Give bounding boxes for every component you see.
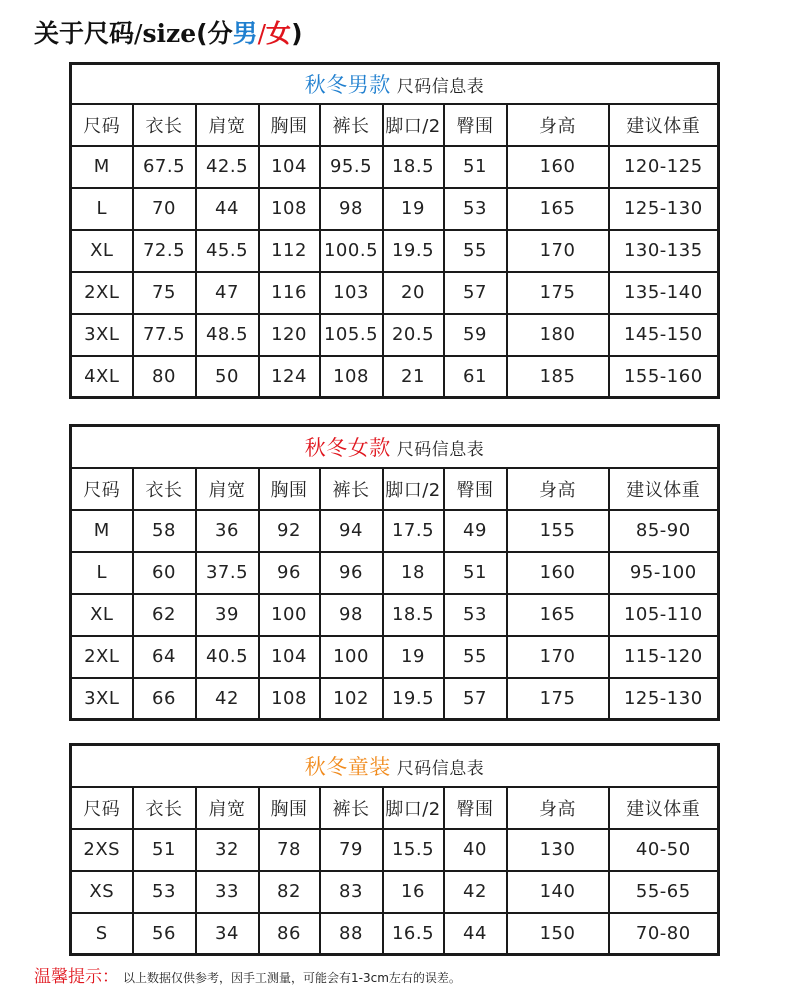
mens-caption	[71, 64, 719, 104]
column-header: 身高	[507, 468, 609, 510]
table-cell: 104	[259, 146, 320, 188]
size-label-cell: S	[71, 913, 133, 955]
table-cell: 102	[320, 678, 383, 720]
table-cell: 155-160	[609, 356, 719, 398]
table-row	[71, 314, 719, 356]
title-prefix: 关于尺码	[34, 19, 135, 48]
table-cell: 95-100	[609, 552, 719, 594]
column-header: 建议体重	[609, 787, 719, 829]
table-cell: 20.5	[383, 314, 444, 356]
table-cell: 85-90	[609, 510, 719, 552]
table-cell: 160	[507, 552, 609, 594]
table-cell: 40-50	[609, 829, 719, 871]
table-cell: 150	[507, 913, 609, 955]
table-cell: 100	[259, 594, 320, 636]
column-header: 肩宽	[196, 104, 259, 146]
column-header: 尺码	[71, 104, 133, 146]
title-paren-close: )	[291, 19, 303, 48]
womens-size-table	[69, 424, 720, 721]
table-cell: 53	[444, 188, 507, 230]
table-row	[71, 272, 719, 314]
table-cell: 17.5	[383, 510, 444, 552]
mens-table-body	[71, 64, 719, 398]
table-cell: 40	[444, 829, 507, 871]
table-cell: 53	[133, 871, 196, 913]
kids-header-row	[71, 787, 719, 829]
table-cell: 15.5	[383, 829, 444, 871]
table-row	[71, 594, 719, 636]
table-cell: 78	[259, 829, 320, 871]
table-cell: 18.5	[383, 146, 444, 188]
table-cell: 145-150	[609, 314, 719, 356]
size-label-cell: L	[71, 188, 133, 230]
note-label: 温馨提示：	[34, 967, 119, 987]
size-label-cell: 3XL	[71, 314, 133, 356]
table-cell: 103	[320, 272, 383, 314]
column-header: 臀围	[444, 787, 507, 829]
table-cell: 66	[133, 678, 196, 720]
table-cell: 112	[259, 230, 320, 272]
table-cell: 18.5	[383, 594, 444, 636]
size-label-cell: L	[71, 552, 133, 594]
table-cell: 51	[444, 552, 507, 594]
womens-table-body	[71, 426, 719, 720]
table-row	[71, 510, 719, 552]
kids-table-body	[71, 745, 719, 955]
table-cell: 55-65	[609, 871, 719, 913]
table-cell: 108	[320, 356, 383, 398]
size-label-cell: 2XL	[71, 636, 133, 678]
page-title	[34, 16, 303, 52]
table-cell: 125-130	[609, 678, 719, 720]
womens-caption	[71, 426, 719, 468]
table-cell: 16.5	[383, 913, 444, 955]
table-cell: 55	[444, 230, 507, 272]
table-cell: 175	[507, 272, 609, 314]
table-cell: 180	[507, 314, 609, 356]
table-cell: 36	[196, 510, 259, 552]
mens-caption-title: 秋冬男款	[304, 72, 391, 97]
table-cell: 19	[383, 188, 444, 230]
column-header: 脚口/2	[383, 787, 444, 829]
column-header: 建议体重	[609, 468, 719, 510]
table-cell: 34	[196, 913, 259, 955]
table-cell: 19.5	[383, 678, 444, 720]
title-paren-open: (	[196, 19, 208, 48]
table-cell: 120-125	[609, 146, 719, 188]
table-cell: 61	[444, 356, 507, 398]
size-label-cell: 4XL	[71, 356, 133, 398]
table-row	[71, 913, 719, 955]
mens-caption-row	[71, 64, 719, 104]
table-cell: 49	[444, 510, 507, 552]
table-cell: 96	[320, 552, 383, 594]
table-row	[71, 636, 719, 678]
table-cell: 115-120	[609, 636, 719, 678]
table-cell: 59	[444, 314, 507, 356]
table-cell: 57	[444, 272, 507, 314]
column-header: 衣长	[133, 787, 196, 829]
table-cell: 124	[259, 356, 320, 398]
table-cell: 120	[259, 314, 320, 356]
womens-header-row	[71, 468, 719, 510]
table-cell: 94	[320, 510, 383, 552]
size-label-cell: XL	[71, 230, 133, 272]
table-cell: 39	[196, 594, 259, 636]
table-cell: 16	[383, 871, 444, 913]
table-cell: 53	[444, 594, 507, 636]
size-label-cell: 2XL	[71, 272, 133, 314]
womens-caption-row	[71, 426, 719, 468]
table-row	[71, 552, 719, 594]
table-cell: 58	[133, 510, 196, 552]
mens-size-table	[69, 62, 720, 399]
table-cell: 100.5	[320, 230, 383, 272]
table-cell: 56	[133, 913, 196, 955]
table-cell: 72.5	[133, 230, 196, 272]
table-cell: 80	[133, 356, 196, 398]
table-cell: 33	[196, 871, 259, 913]
column-header: 建议体重	[609, 104, 719, 146]
table-cell: 67.5	[133, 146, 196, 188]
table-cell: 165	[507, 594, 609, 636]
table-cell: 64	[133, 636, 196, 678]
size-label-cell: XL	[71, 594, 133, 636]
table-cell: 50	[196, 356, 259, 398]
table-cell: 45.5	[196, 230, 259, 272]
table-cell: 170	[507, 636, 609, 678]
kids-caption	[71, 745, 719, 787]
size-label-cell: XS	[71, 871, 133, 913]
table-cell: 42.5	[196, 146, 259, 188]
table-cell: 51	[444, 146, 507, 188]
table-cell: 160	[507, 146, 609, 188]
mens-caption-subtitle: 尺码信息表	[396, 76, 485, 97]
title-male: 男	[232, 19, 258, 48]
table-cell: 130	[507, 829, 609, 871]
table-cell: 21	[383, 356, 444, 398]
table-cell: 32	[196, 829, 259, 871]
table-cell: 70-80	[609, 913, 719, 955]
title-size-word: size	[142, 19, 197, 48]
table-row	[71, 146, 719, 188]
column-header: 胸围	[259, 468, 320, 510]
table-cell: 42	[444, 871, 507, 913]
table-cell: 79	[320, 829, 383, 871]
table-cell: 105.5	[320, 314, 383, 356]
size-label-cell: 3XL	[71, 678, 133, 720]
table-cell: 44	[444, 913, 507, 955]
table-cell: 104	[259, 636, 320, 678]
table-cell: 42	[196, 678, 259, 720]
size-label-cell: M	[71, 146, 133, 188]
table-cell: 19.5	[383, 230, 444, 272]
size-label-cell: M	[71, 510, 133, 552]
table-cell: 83	[320, 871, 383, 913]
column-header: 肩宽	[196, 787, 259, 829]
kids-caption-subtitle: 尺码信息表	[396, 758, 485, 779]
table-cell: 140	[507, 871, 609, 913]
table-cell: 185	[507, 356, 609, 398]
table-row	[71, 230, 719, 272]
column-header: 身高	[507, 104, 609, 146]
kids-caption-title: 秋冬童装	[304, 754, 391, 779]
title-female: 女	[266, 19, 292, 48]
table-cell: 40.5	[196, 636, 259, 678]
table-cell: 48.5	[196, 314, 259, 356]
title-fen: 分	[207, 19, 233, 48]
column-header: 脚口/2	[383, 468, 444, 510]
column-header: 尺码	[71, 468, 133, 510]
table-cell: 135-140	[609, 272, 719, 314]
table-cell: 88	[320, 913, 383, 955]
womens-caption-subtitle: 尺码信息表	[396, 439, 485, 460]
title-separator-2: /	[257, 19, 267, 48]
column-header: 身高	[507, 787, 609, 829]
table-cell: 57	[444, 678, 507, 720]
title-separator: /	[134, 19, 143, 48]
table-cell: 60	[133, 552, 196, 594]
table-cell: 175	[507, 678, 609, 720]
size-label-cell: 2XS	[71, 829, 133, 871]
column-header: 裤长	[320, 787, 383, 829]
column-header: 臀围	[444, 468, 507, 510]
table-cell: 108	[259, 188, 320, 230]
mens-header-row	[71, 104, 719, 146]
table-cell: 170	[507, 230, 609, 272]
table-cell: 116	[259, 272, 320, 314]
table-cell: 37.5	[196, 552, 259, 594]
table-cell: 105-110	[609, 594, 719, 636]
table-cell: 165	[507, 188, 609, 230]
table-row	[71, 871, 719, 913]
table-cell: 130-135	[609, 230, 719, 272]
table-cell: 77.5	[133, 314, 196, 356]
table-cell: 19	[383, 636, 444, 678]
table-cell: 125-130	[609, 188, 719, 230]
column-header: 胸围	[259, 787, 320, 829]
table-cell: 86	[259, 913, 320, 955]
table-cell: 108	[259, 678, 320, 720]
column-header: 裤长	[320, 104, 383, 146]
table-cell: 70	[133, 188, 196, 230]
column-header: 裤长	[320, 468, 383, 510]
kids-caption-row	[71, 745, 719, 787]
table-cell: 92	[259, 510, 320, 552]
table-cell: 62	[133, 594, 196, 636]
table-row	[71, 678, 719, 720]
note-text: 以上数据仅供参考，因手工测量，可能会有1-3cm左右的误差。	[123, 971, 461, 985]
table-cell: 75	[133, 272, 196, 314]
table-cell: 82	[259, 871, 320, 913]
column-header: 脚口/2	[383, 104, 444, 146]
table-cell: 95.5	[320, 146, 383, 188]
table-row	[71, 829, 719, 871]
table-cell: 55	[444, 636, 507, 678]
footer-note	[34, 962, 461, 992]
table-cell: 155	[507, 510, 609, 552]
column-header: 臀围	[444, 104, 507, 146]
table-cell: 20	[383, 272, 444, 314]
column-header: 胸围	[259, 104, 320, 146]
kids-size-table	[69, 743, 720, 956]
column-header: 尺码	[71, 787, 133, 829]
table-cell: 47	[196, 272, 259, 314]
table-row	[71, 188, 719, 230]
table-cell: 18	[383, 552, 444, 594]
table-cell: 44	[196, 188, 259, 230]
table-cell: 98	[320, 188, 383, 230]
column-header: 衣长	[133, 104, 196, 146]
table-row	[71, 356, 719, 398]
column-header: 肩宽	[196, 468, 259, 510]
table-cell: 98	[320, 594, 383, 636]
table-cell: 100	[320, 636, 383, 678]
table-cell: 96	[259, 552, 320, 594]
column-header: 衣长	[133, 468, 196, 510]
table-cell: 51	[133, 829, 196, 871]
womens-caption-title: 秋冬女款	[304, 435, 391, 460]
